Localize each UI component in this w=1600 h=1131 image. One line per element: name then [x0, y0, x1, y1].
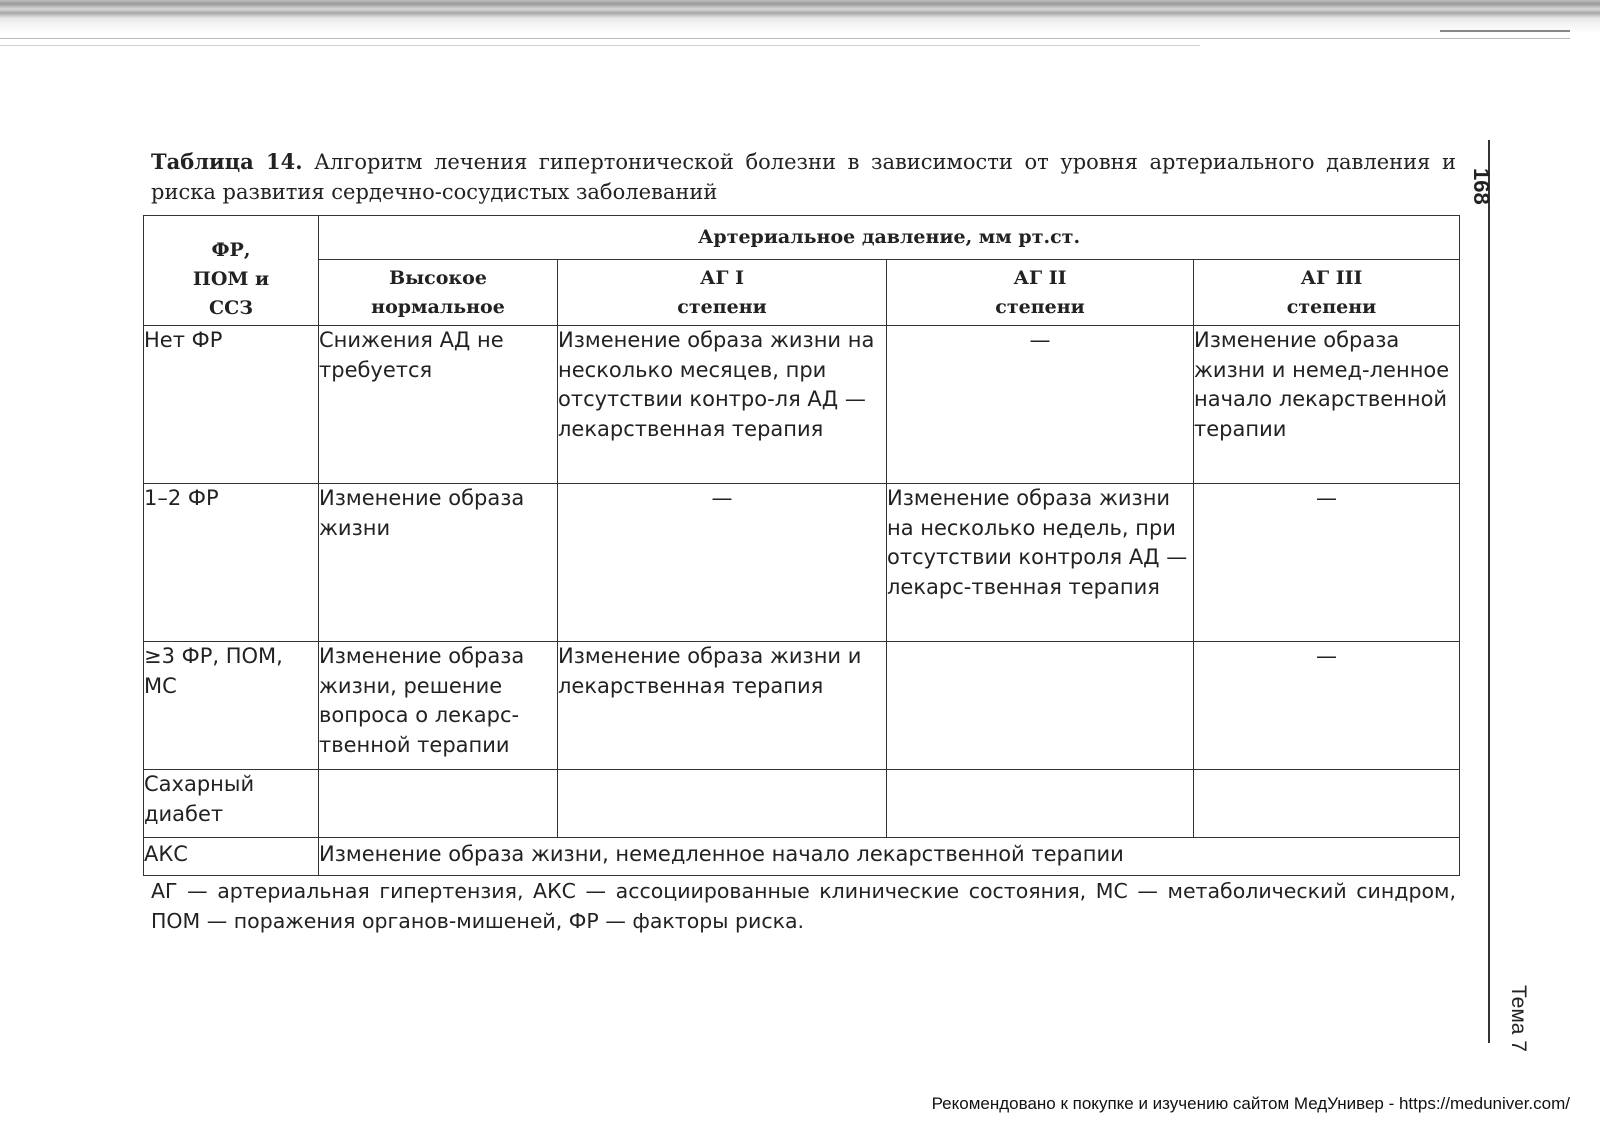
row-label: 1–2 ФР — [144, 484, 319, 642]
table-caption — [151, 147, 1456, 207]
table-cell: — — [887, 326, 1194, 484]
treatment-table — [143, 215, 1460, 876]
table-row — [144, 326, 1460, 484]
table-cell — [887, 642, 1194, 770]
table-cell: Изменение образа жизни и немед-ленное начало лекарственной терапии — [1194, 326, 1460, 484]
table-cell: Изменение образа жизни, немедленное начало лекарственной терапии — [319, 838, 1460, 876]
table-cell: — — [1194, 484, 1460, 642]
table-row — [144, 642, 1460, 770]
table-cell: — — [1194, 642, 1460, 770]
column-header: АГ I степени — [558, 260, 887, 326]
corner-header: ФР, ПОМ и ССЗ — [144, 216, 319, 326]
table-row — [144, 484, 1460, 642]
table-cell — [558, 770, 887, 838]
row-label: Нет ФР — [144, 326, 319, 484]
column-header: АГ II степени — [887, 260, 1194, 326]
table-cell: — — [558, 484, 887, 642]
table-cell — [319, 770, 558, 838]
column-header: АГ III степени — [1194, 260, 1460, 326]
table-cell: Изменение образа жизни — [319, 484, 558, 642]
table-cell: Изменение образа жизни и лекарственная терапия — [558, 642, 887, 770]
row-label: АКС — [144, 838, 319, 876]
scan-edge — [0, 0, 1600, 48]
table-row — [144, 770, 1460, 838]
section-label: Тема 7 — [1507, 985, 1530, 1052]
group-header: Артериальное давление, мм рт.ст. — [319, 216, 1460, 260]
column-header: Высокое нормальное — [319, 260, 558, 326]
row-label: Сахарный диабет — [144, 770, 319, 838]
table-footnote: АГ — артериальная гипертензия, АКС — ассоциированные клинические состояния, МС — метаболический синдром, ПОМ — поражения органов-мишеней, ФР — факторы риска. — [151, 879, 1456, 933]
table-row — [144, 838, 1460, 876]
table-cell — [1194, 770, 1460, 838]
watermark: Рекомендовано к покупке и изучению сайтом МедУнивер - https://meduniver.com/ — [931, 1094, 1570, 1113]
margin-rule — [1488, 140, 1490, 1043]
page-number: 168 — [1469, 168, 1494, 205]
caption-text: Алгоритм лечения гипертонической болезни в зависимости от уровня артериального давления и риска развития сердечно-сосудистых заболеваний — [151, 150, 1456, 204]
caption-label: Таблица 14. — [151, 149, 303, 174]
table-cell: Изменение образа жизни на несколько недель, при отсутствии контроля АД — лекарс-твенная терапия — [887, 484, 1194, 642]
table-cell — [887, 770, 1194, 838]
row-label: ≥3 ФР, ПОМ, МС — [144, 642, 319, 770]
table-cell: Снижения АД не требуется — [319, 326, 558, 484]
table-cell: Изменение образа жизни, решение вопроса о лекарс-твенной терапии — [319, 642, 558, 770]
table-cell: Изменение образа жизни на несколько месяцев, при отсутствии контро-ля АД — лекарственная терапия — [558, 326, 887, 484]
